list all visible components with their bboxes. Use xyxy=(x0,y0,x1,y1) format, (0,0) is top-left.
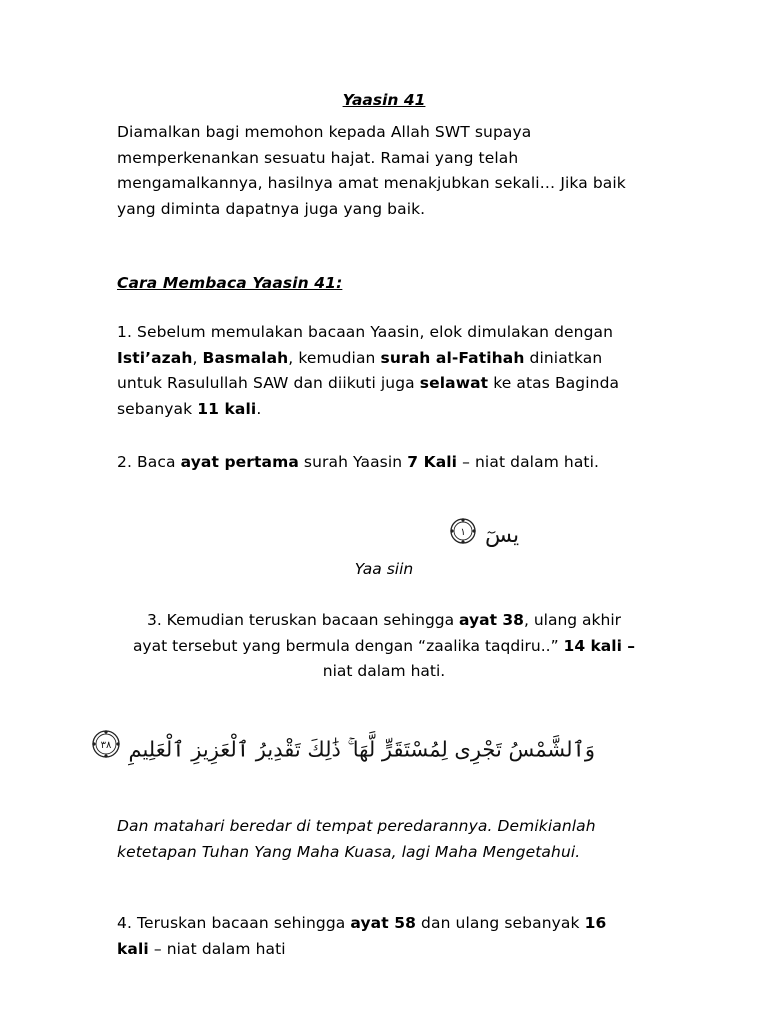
step-1-line xyxy=(117,397,657,423)
step-4-line xyxy=(117,911,657,937)
arabic-text: يسٓ xyxy=(485,523,520,548)
text: surah Yaasin xyxy=(298,453,408,471)
text: sebanyak xyxy=(117,399,198,418)
text: ke atas Baginda xyxy=(488,374,620,392)
bold-text: ayat 38 xyxy=(459,611,524,629)
bold-text: Isti’azah xyxy=(117,348,193,367)
step-3-paragraph xyxy=(0,608,768,685)
text: , ulang akhir xyxy=(523,611,622,629)
bold-text: 14 kali – xyxy=(563,636,636,655)
intro-line: mengamalkannya, hasilnya amat menakjubkan sekali… Jika baik xyxy=(117,174,626,192)
step-1-line xyxy=(117,346,657,372)
verse-1-transliteration: Yaa siin xyxy=(354,560,414,578)
text: , xyxy=(192,348,203,367)
text: untuk Rasulullah SAW dan diikuti juga xyxy=(117,374,420,392)
intro-paragraph xyxy=(117,120,657,222)
bold-text: 11 kali xyxy=(197,399,257,418)
bold-text: Basmalah xyxy=(202,348,289,367)
step-3-line xyxy=(0,608,768,634)
text: . xyxy=(256,399,262,418)
arabic-verse-1 xyxy=(448,516,519,556)
text: – niat dalam hati xyxy=(148,939,286,958)
translation-line: ketetapan Tuhan Yang Maha Kuasa, lagi Maha Mengetahui. xyxy=(117,842,581,861)
text: 3. Kemudian teruskan bacaan sehingga xyxy=(146,611,460,629)
translation-line: Dan matahari beredar di tempat peredarannya. Demikianlah xyxy=(117,817,596,835)
bold-text: 7 Kali xyxy=(407,453,458,471)
text: 4. Teruskan bacaan sehingga xyxy=(117,914,351,932)
bold-text: kali xyxy=(117,939,149,958)
intro-line: Diamalkan bagi memohon kepada Allah SWT supaya xyxy=(117,123,532,141)
step-2-paragraph xyxy=(117,450,657,476)
step-1-paragraph xyxy=(117,320,657,422)
step-3-line xyxy=(0,634,768,660)
text: – niat dalam hati. xyxy=(457,453,600,471)
verse-38-translation xyxy=(117,814,657,865)
intro-line: yang diminta dapatnya juga yang baik. xyxy=(117,199,426,218)
step-1-line: 1. Sebelum memulakan bacaan Yaasin, elok dimulakan dengan xyxy=(117,323,614,341)
bold-text: 16 xyxy=(584,914,607,932)
text: diniatkan xyxy=(524,348,603,367)
step-4-line xyxy=(117,937,657,963)
text: 2. Baca xyxy=(117,453,181,471)
bold-text: ayat pertama xyxy=(180,453,299,471)
ayah-number-icon xyxy=(90,728,122,773)
page-title: Yaasin 41 xyxy=(342,91,426,109)
bold-text: ayat 58 xyxy=(350,914,417,932)
bold-text: surah al-Fatihah xyxy=(380,348,525,367)
ayah-number-text: ٣٨ xyxy=(100,740,112,751)
text: ayat tersebut yang bermula dengan “zaalika taqdiru..” xyxy=(132,636,564,655)
text: dan ulang sebanyak xyxy=(416,914,585,932)
text: , kemudian xyxy=(288,348,381,367)
intro-line: memperkenankan sesuatu hajat. Ramai yang telah xyxy=(117,148,519,167)
step-3-line: niat dalam hati. xyxy=(322,662,446,680)
ayah-number-icon xyxy=(448,516,478,556)
step-1-line xyxy=(117,371,657,397)
ayah-number-text: ١ xyxy=(460,527,466,538)
section-heading: Cara Membaca Yaasin 41: xyxy=(117,274,343,292)
arabic-text: وَٱلشَّمْسُ تَجْرِى لِمُسْتَقَرٍّ لَّهَا ۚ ذَٰلِكَ تَقْدِيرُ ٱلْعَزِيزِ ٱلْعَلِيمِ xyxy=(128,737,595,762)
bold-text: selawat xyxy=(419,374,489,392)
arabic-verse-38 xyxy=(100,728,595,773)
step-4-paragraph xyxy=(117,911,657,962)
